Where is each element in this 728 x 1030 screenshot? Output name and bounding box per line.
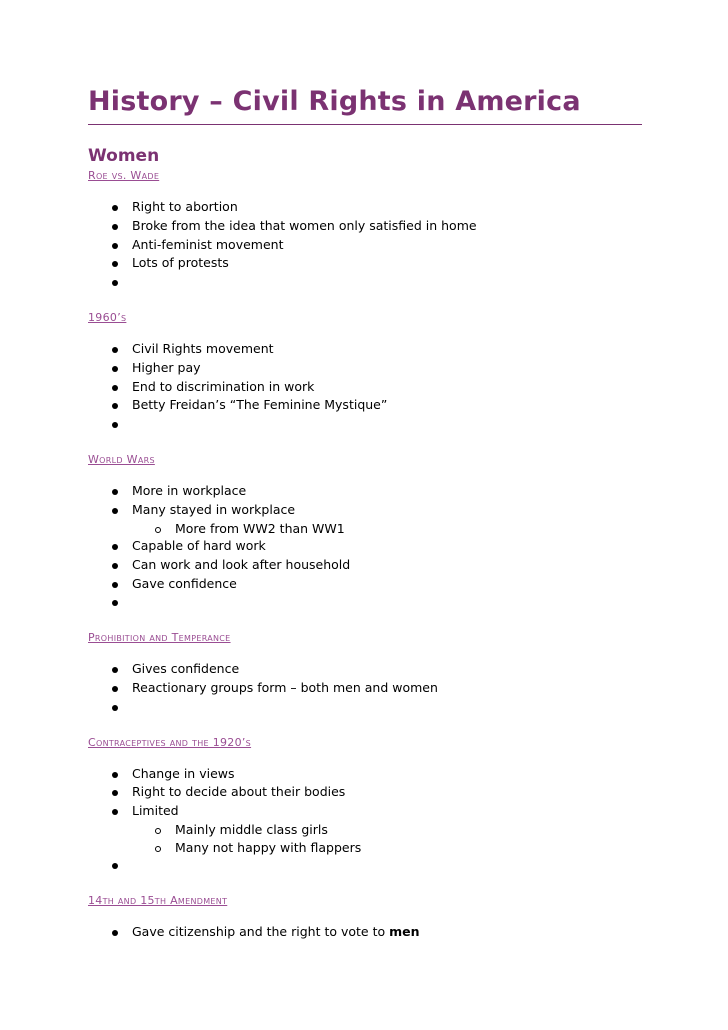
sub-list-item	[132, 520, 642, 538]
list-item-text: End to discrimination in work	[132, 378, 315, 394]
bullet-icon	[112, 403, 118, 409]
sub-list-item-text: Many not happy with flappers	[175, 839, 362, 855]
topic-heading: World Wars	[88, 452, 155, 466]
list-item	[88, 765, 642, 784]
list-item	[88, 783, 642, 802]
sub-list-item-text: More from WW2 than WW1	[175, 520, 345, 536]
bullet-icon	[112, 205, 118, 211]
list-item-text: Gave citizenship and the right to vote to	[132, 923, 390, 939]
list-item-text: Broke from the idea that women only satisfied in home	[132, 217, 477, 233]
bullet-icon	[112, 489, 118, 495]
list-item-emphasis: men	[389, 923, 420, 939]
list-item	[88, 217, 642, 236]
list-item	[88, 359, 642, 378]
topic-heading: 1960’s	[88, 310, 127, 324]
bullet-list	[88, 660, 642, 716]
bullet-icon	[112, 261, 118, 267]
list-item	[88, 501, 642, 537]
list-item-text: More in workplace	[132, 482, 247, 498]
list-item-text: Anti-feminist movement	[132, 236, 284, 252]
bullet-list	[88, 198, 642, 292]
list-item	[88, 802, 642, 856]
bullet-icon	[112, 582, 118, 588]
list-item	[88, 537, 642, 556]
bullet-list	[88, 923, 642, 942]
bullet-icon	[112, 280, 118, 286]
sub-list	[132, 821, 642, 856]
list-item-text: Capable of hard work	[132, 538, 266, 554]
hollow-bullet-icon	[155, 527, 161, 533]
bullet-icon	[112, 930, 118, 936]
bullet-icon	[112, 863, 118, 869]
list-item	[88, 556, 642, 575]
list-item-text: Change in views	[132, 765, 235, 781]
list-item-text: Gives confidence	[132, 661, 240, 677]
bullet-icon	[112, 563, 118, 569]
sub-list	[132, 520, 642, 538]
topic-heading: Contraceptives and the 1920’s	[88, 735, 252, 749]
list-item	[88, 415, 642, 434]
list-item-text: Betty Freidan’s “The Feminine Mystique”	[132, 397, 388, 413]
sub-list-item	[132, 821, 642, 839]
list-item	[88, 340, 642, 359]
list-item	[88, 593, 642, 612]
bullet-icon	[112, 347, 118, 353]
bullet-icon	[112, 508, 118, 514]
topic-heading: Roe vs. Wade	[88, 169, 160, 182]
bullet-icon	[112, 385, 118, 391]
document-title: History – Civil Rights in America	[88, 84, 642, 125]
topic-heading: 14th and 15th Amendment	[88, 893, 228, 907]
sub-list-item	[132, 839, 642, 857]
list-item-text: Higher pay	[132, 359, 201, 375]
bullet-list	[88, 340, 642, 434]
list-item	[88, 482, 642, 501]
sub-list-item-text: Mainly middle class girls	[175, 822, 328, 838]
section-heading-women: Women	[88, 146, 160, 166]
hollow-bullet-icon	[155, 846, 161, 852]
document-page	[88, 84, 642, 942]
bullet-icon	[112, 705, 118, 711]
bullet-icon	[112, 224, 118, 230]
topics-container	[88, 168, 642, 942]
bullet-icon	[112, 600, 118, 606]
list-item	[88, 273, 642, 292]
list-item	[88, 679, 642, 698]
list-item	[88, 660, 642, 679]
bullet-list	[88, 765, 642, 875]
list-item-text: Many stayed in workplace	[132, 501, 296, 517]
list-item	[88, 575, 642, 594]
list-item-text: Limited	[132, 803, 179, 819]
bullet-icon	[112, 686, 118, 692]
list-item	[88, 378, 642, 397]
list-item-text: Reactionary groups form – both men and women	[132, 680, 438, 696]
bullet-icon	[112, 422, 118, 428]
bullet-icon	[112, 772, 118, 778]
list-item	[88, 254, 642, 273]
list-item	[88, 396, 642, 415]
list-item-text: Lots of protests	[132, 255, 229, 271]
hollow-bullet-icon	[155, 828, 161, 834]
list-item-text: Gave confidence	[132, 575, 237, 591]
bullet-icon	[112, 243, 118, 249]
bullet-icon	[112, 809, 118, 815]
list-item-text: Right to abortion	[132, 199, 238, 214]
list-item	[88, 198, 642, 217]
bullet-icon	[112, 544, 118, 550]
list-item-text: Right to decide about their bodies	[132, 784, 346, 800]
list-item	[88, 856, 642, 875]
list-item-text: Civil Rights movement	[132, 340, 274, 356]
topic-heading: Prohibition and Temperance	[88, 631, 231, 645]
bullet-icon	[112, 366, 118, 372]
list-item	[88, 923, 642, 942]
list-item-text: Can work and look after household	[132, 556, 351, 572]
list-item	[88, 698, 642, 717]
bullet-list	[88, 482, 642, 612]
bullet-icon	[112, 790, 118, 796]
list-item	[88, 236, 642, 255]
bullet-icon	[112, 667, 118, 673]
